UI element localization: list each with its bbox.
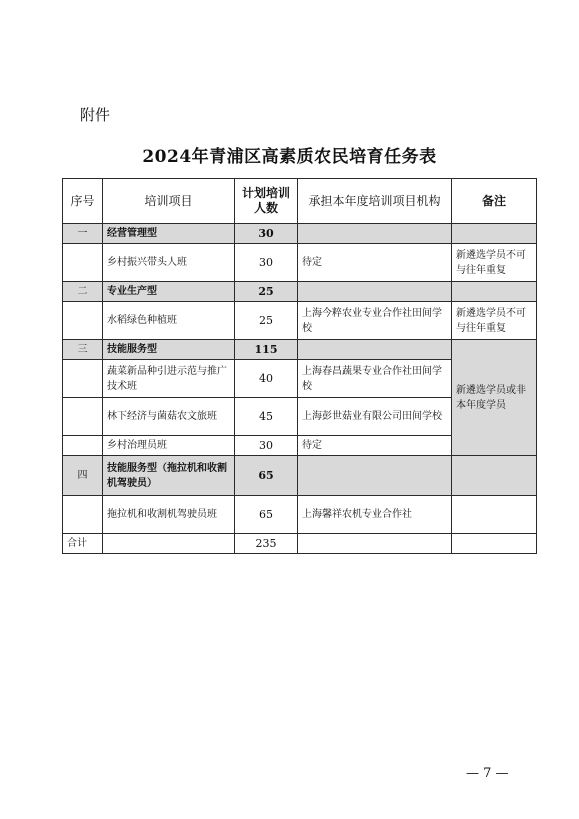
org-cell: 待定 <box>298 436 452 456</box>
org-cell: 上海彭世菇业有限公司田间学校 <box>298 398 452 436</box>
note-cell: 新遴选学员不可与往年重复 <box>452 244 537 282</box>
count-cell: 30 <box>235 244 298 282</box>
org-cell: 上海春昌蔬果专业合作社田间学校 <box>298 360 452 398</box>
project-cell: 乡村治理员班 <box>103 436 235 456</box>
category-org-cell <box>298 282 452 302</box>
total-label: 合计 <box>63 534 103 554</box>
category-count: 25 <box>235 282 298 302</box>
header-project: 培训项目 <box>103 179 235 224</box>
category-note-cell <box>452 456 537 496</box>
category-name: 技能服务型（拖拉机和收割机驾驶员） <box>103 456 235 496</box>
category-count: 115 <box>235 340 298 360</box>
count-cell: 30 <box>235 436 298 456</box>
count-cell: 25 <box>235 302 298 340</box>
category-org-cell <box>298 340 452 360</box>
org-cell: 待定 <box>298 244 452 282</box>
project-cell: 蔬菜新品种引进示范与推广技术班 <box>103 360 235 398</box>
training-task-table <box>62 178 537 554</box>
table-header-row <box>63 179 537 224</box>
total-project-cell <box>103 534 235 554</box>
page-title: 2024年青浦区高素质农民培育任务表 <box>142 147 437 167</box>
category-seq: 三 <box>63 340 103 360</box>
project-cell: 水稻绿色种植班 <box>103 302 235 340</box>
seq-cell <box>63 496 103 534</box>
project-cell: 乡村振兴带头人班 <box>103 244 235 282</box>
seq-cell <box>63 398 103 436</box>
page-number: — 7 — <box>466 766 509 781</box>
header-count: 计划培训人数 <box>235 179 298 224</box>
seq-cell <box>63 302 103 340</box>
category-note-cell <box>452 224 537 244</box>
header-note: 备注 <box>452 179 537 224</box>
seq-cell <box>63 244 103 282</box>
seq-cell <box>63 436 103 456</box>
category-row <box>63 224 537 244</box>
category-row <box>63 282 537 302</box>
total-row <box>63 534 537 554</box>
project-cell: 拖拉机和收割机驾驶员班 <box>103 496 235 534</box>
count-cell: 65 <box>235 496 298 534</box>
total-count: 235 <box>235 534 298 554</box>
category-name: 专业生产型 <box>103 282 235 302</box>
category-org-cell <box>298 224 452 244</box>
category-row <box>63 340 537 360</box>
total-note-cell <box>452 534 537 554</box>
header-seq: 序号 <box>63 179 103 224</box>
category-note-cell <box>452 282 537 302</box>
category-count: 30 <box>235 224 298 244</box>
total-org-cell <box>298 534 452 554</box>
table-row <box>63 302 537 340</box>
category-count: 65 <box>235 456 298 496</box>
category-row <box>63 456 537 496</box>
header-org: 承担本年度培训项目机构 <box>298 179 452 224</box>
org-cell: 上海今粹农业专业合作社田间学校 <box>298 302 452 340</box>
attachment-label: 附件 <box>80 106 111 124</box>
category-seq: 二 <box>63 282 103 302</box>
category-name: 技能服务型 <box>103 340 235 360</box>
note-cell <box>452 496 537 534</box>
org-cell: 上海馨祥农机专业合作社 <box>298 496 452 534</box>
note-cell: 新遴选学员不可与往年重复 <box>452 302 537 340</box>
category-name: 经营管理型 <box>103 224 235 244</box>
count-cell: 45 <box>235 398 298 436</box>
category-seq: 四 <box>63 456 103 496</box>
table-row <box>63 496 537 534</box>
note-cell-merged: 新遴选学员或非本年度学员 <box>452 340 537 456</box>
table-row <box>63 244 537 282</box>
project-cell: 林下经济与菌菇农文旅班 <box>103 398 235 436</box>
category-org-cell <box>298 456 452 496</box>
category-seq: 一 <box>63 224 103 244</box>
seq-cell <box>63 360 103 398</box>
count-cell: 40 <box>235 360 298 398</box>
